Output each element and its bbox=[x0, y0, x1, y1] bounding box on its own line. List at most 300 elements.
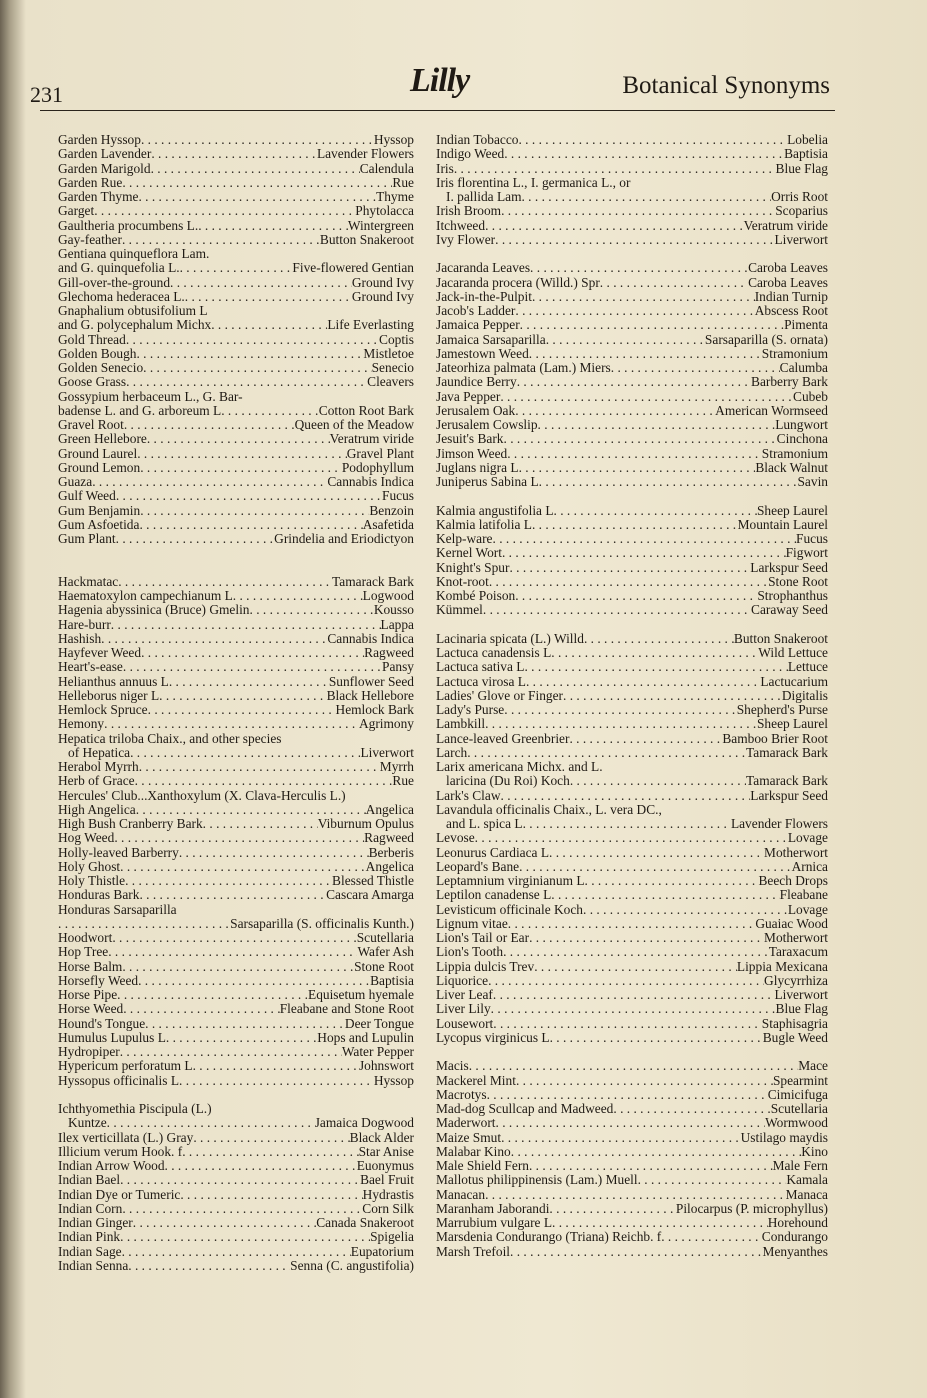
synonym-entry bbox=[58, 432, 414, 446]
synonym-entry bbox=[58, 1259, 414, 1273]
leader-dots bbox=[138, 190, 376, 204]
synonym-entry bbox=[436, 290, 828, 304]
entry-synonym: Larkspur Seed bbox=[750, 788, 828, 803]
leader-dots bbox=[584, 632, 734, 646]
synonym-entry bbox=[58, 575, 414, 589]
entry-term: Hypericum perforatum L bbox=[58, 1059, 193, 1074]
entry-synonym: Glycyrrhiza bbox=[764, 973, 828, 988]
leader-dots bbox=[92, 475, 327, 489]
entry-term: Hackmatac bbox=[58, 574, 119, 589]
entry-term: Macis bbox=[436, 1059, 469, 1074]
synonym-entry bbox=[436, 660, 828, 674]
entry-synonym: Liverwort bbox=[774, 232, 828, 247]
entry-synonym: Angelica bbox=[365, 802, 414, 817]
brand-logo: Lilly bbox=[410, 62, 470, 99]
entry-synonym: Scutellaria bbox=[770, 1102, 828, 1116]
synonym-entry bbox=[58, 418, 414, 432]
leader-dots bbox=[203, 817, 318, 831]
entry-term: Indian Arrow Wood bbox=[58, 1159, 165, 1173]
entry-term: Hound's Tongue bbox=[58, 1016, 146, 1031]
synonym-entry bbox=[58, 618, 414, 632]
synonym-entry bbox=[58, 1059, 414, 1073]
entry-term: Larch bbox=[436, 745, 468, 760]
synonym-entry bbox=[436, 817, 828, 831]
section-gap bbox=[436, 618, 828, 632]
entry-synonym: Motherwort bbox=[764, 931, 828, 945]
synonym-entry bbox=[58, 1102, 414, 1116]
leader-dots bbox=[107, 1116, 315, 1130]
entry-synonym: Fleabane and Stone Root bbox=[279, 1002, 414, 1017]
leader-dots bbox=[122, 960, 354, 974]
entry-term: Irish Broom bbox=[436, 204, 502, 219]
synonym-entry bbox=[436, 261, 828, 275]
leader-dots bbox=[114, 831, 364, 845]
synonym-entry bbox=[58, 717, 414, 731]
entry-synonym: Agrimony bbox=[358, 717, 414, 732]
entry-synonym: Calumba bbox=[779, 361, 828, 375]
leader-dots bbox=[529, 347, 762, 361]
leader-dots bbox=[141, 133, 374, 147]
entry-term: Gold Thread bbox=[58, 332, 126, 347]
synonym-entry bbox=[58, 219, 414, 233]
entry-term: Jateorhiza palmata (Lam.) Miers bbox=[436, 361, 611, 375]
synonym-entry bbox=[436, 717, 828, 731]
entry-synonym: Horehound bbox=[767, 1216, 828, 1230]
leader-dots bbox=[151, 147, 317, 161]
leader-dots bbox=[585, 874, 759, 888]
entry-term: Honduras Bark bbox=[58, 888, 140, 903]
entry-term: and G. quinquefolia L. bbox=[58, 261, 180, 276]
entry-synonym: Water Pepper bbox=[341, 1045, 414, 1059]
synonym-entry bbox=[58, 831, 414, 845]
entry-synonym: Berberis bbox=[368, 845, 414, 860]
entry-synonym: Blessed Thistle bbox=[332, 874, 414, 888]
entry-term: and G. polycephalum Michx bbox=[58, 318, 212, 333]
leader-dots bbox=[159, 689, 326, 703]
entry-synonym: Lungwort bbox=[775, 418, 828, 432]
leader-dots bbox=[600, 276, 748, 290]
entry-term: Malabar Kino bbox=[436, 1144, 511, 1159]
entry-synonym: Viburnum Opulus bbox=[317, 817, 414, 831]
entry-term: Marsh Trefoil bbox=[436, 1244, 511, 1259]
synonym-entry bbox=[436, 390, 828, 404]
entry-term: laricina (Du Roi) Koch bbox=[446, 774, 570, 789]
leader-dots bbox=[108, 945, 357, 959]
section-gap bbox=[436, 489, 828, 503]
leader-dots bbox=[123, 1002, 280, 1016]
entry-synonym: Calendula bbox=[359, 161, 414, 176]
entry-term: Ichthyomethia Piscipula (L.) bbox=[58, 1102, 212, 1116]
entry-synonym: Phytolacca bbox=[355, 204, 414, 219]
synonym-entry bbox=[58, 133, 414, 147]
synonym-entry bbox=[436, 561, 828, 575]
leader-dots bbox=[526, 675, 760, 689]
synonym-entry bbox=[436, 1173, 828, 1187]
entry-term: Helleborus niger L bbox=[58, 688, 160, 703]
entry-synonym: Spearmint bbox=[772, 1073, 828, 1088]
synonym-entry bbox=[436, 888, 828, 902]
entry-synonym: Orris Root bbox=[771, 190, 828, 204]
entry-synonym: Corn Silk bbox=[362, 1201, 414, 1216]
entry-synonym: Hyssop bbox=[373, 133, 414, 147]
synonym-entry bbox=[436, 504, 828, 518]
leader-dots bbox=[179, 1074, 374, 1088]
right-column bbox=[436, 133, 828, 1259]
synonym-entry bbox=[436, 917, 828, 931]
entry-term: I. pallida Lam bbox=[446, 190, 522, 204]
entry-term: Hagenia abyssinica (Bruce) Gmelin bbox=[58, 603, 250, 618]
entry-synonym: Life Everlasting bbox=[327, 318, 414, 333]
synonym-entry bbox=[58, 1116, 414, 1130]
entry-term: Hog Weed bbox=[58, 831, 115, 846]
entry-synonym: Wild Lettuce bbox=[758, 646, 828, 660]
entry-term: Hemlock Spruce bbox=[58, 703, 148, 717]
entry-synonym: Arnica bbox=[791, 859, 828, 874]
entry-term: Lactuca sativa L bbox=[436, 660, 525, 675]
entry-term: Gum Benjamin bbox=[58, 503, 141, 518]
synonym-entry bbox=[58, 233, 414, 247]
entry-synonym: Eupatorium bbox=[350, 1244, 414, 1259]
entry-term: Marrubium vulgare L bbox=[436, 1216, 553, 1230]
entry-term: Gay-feather bbox=[58, 232, 122, 247]
entry-term: Mallotus philippinensis (Lam.) Muell bbox=[436, 1173, 638, 1188]
synonym-entry bbox=[436, 176, 828, 190]
entry-term: Iris bbox=[436, 161, 454, 176]
entry-synonym: Taraxacum bbox=[768, 945, 828, 960]
leader-dots bbox=[151, 162, 360, 176]
entry-term: Horsefly Weed bbox=[58, 973, 139, 988]
entry-term: Hoodwort bbox=[58, 931, 113, 945]
leader-dots bbox=[221, 404, 319, 418]
leader-dots bbox=[546, 333, 705, 347]
entry-term: Kernel Wort bbox=[436, 546, 502, 561]
entry-synonym: Kousso bbox=[373, 603, 414, 618]
entry-term: Juglans nigra L bbox=[436, 460, 519, 475]
leader-dots bbox=[491, 1002, 776, 1016]
entry-term: Liver Lily bbox=[436, 1002, 491, 1017]
leader-dots bbox=[549, 1202, 675, 1216]
leader-dots bbox=[519, 461, 756, 475]
synonym-entry bbox=[58, 204, 414, 218]
entry-synonym: Veratrum viride bbox=[743, 218, 828, 233]
section-gap bbox=[58, 1088, 414, 1102]
synonym-entry bbox=[436, 1088, 828, 1102]
entry-synonym: Podophyllum bbox=[341, 460, 414, 475]
entry-synonym: Manaca bbox=[785, 1187, 828, 1202]
leader-dots bbox=[493, 532, 796, 546]
entry-term: Guaza bbox=[58, 475, 93, 489]
synonym-entry bbox=[436, 646, 828, 660]
synonym-entry bbox=[436, 1131, 828, 1145]
section-gap bbox=[58, 546, 414, 560]
leader-dots bbox=[503, 945, 769, 959]
entry-synonym: American Wormseed bbox=[715, 403, 828, 418]
leader-dots bbox=[495, 233, 774, 247]
synonym-entry bbox=[436, 1059, 828, 1073]
entry-term: Goose Grass bbox=[58, 375, 127, 390]
leader-dots bbox=[139, 760, 380, 774]
entry-synonym: Canada Snakeroot bbox=[316, 1216, 414, 1230]
synonym-entry bbox=[436, 675, 828, 689]
entry-synonym: Myrrh bbox=[379, 760, 414, 774]
entry-term: Leptilon canadense L bbox=[436, 888, 552, 903]
entry-term: of Hepatica bbox=[68, 745, 131, 760]
leader-dots bbox=[517, 375, 751, 389]
entry-term: Glechoma hederacea L. bbox=[58, 289, 185, 304]
section-title: Botanical Synonyms bbox=[622, 72, 830, 99]
synonym-entry bbox=[58, 247, 414, 261]
entry-synonym: Jamaica Dogwood bbox=[314, 1116, 414, 1131]
entry-synonym: Strophanthus bbox=[757, 589, 828, 603]
entry-term: Lion's Tail or Ear bbox=[436, 931, 530, 945]
entry-term: Lambkill bbox=[436, 717, 486, 732]
entry-synonym: Digitalis bbox=[781, 688, 828, 703]
leader-dots bbox=[538, 418, 776, 432]
entry-synonym: Lactucarium bbox=[760, 674, 828, 689]
synonym-entry bbox=[58, 988, 414, 1002]
leader-dots bbox=[94, 204, 355, 218]
synonym-entry bbox=[436, 988, 828, 1002]
entry-synonym: Coptis bbox=[379, 332, 414, 347]
entry-term: Haematoxylon campechianum L bbox=[58, 589, 233, 603]
synonym-entry bbox=[58, 361, 414, 375]
entry-term: Holy Thistle bbox=[58, 874, 126, 888]
synonym-entry bbox=[436, 931, 828, 945]
synonym-entry bbox=[58, 261, 414, 275]
entry-synonym: Black Walnut bbox=[755, 460, 828, 475]
entry-term: Heart's-ease bbox=[58, 660, 123, 675]
synonym-entry bbox=[436, 1202, 828, 1216]
entry-term: Leonurus Cardiaca L bbox=[436, 845, 550, 860]
entry-term: Humulus Lupulus L bbox=[58, 1030, 166, 1045]
entry-term: Indian Ginger bbox=[58, 1216, 133, 1230]
entry-synonym: Cubeb bbox=[793, 389, 828, 404]
entry-synonym: Indian Turnip bbox=[754, 289, 828, 304]
synonym-entry bbox=[436, 404, 828, 418]
leader-dots bbox=[135, 774, 393, 788]
entry-term: Kalmia angustifolia L bbox=[436, 503, 554, 518]
leader-dots bbox=[529, 1159, 773, 1173]
entry-term: Lycopus virginicus L bbox=[436, 1030, 550, 1045]
entry-synonym: Black Hellebore bbox=[326, 688, 414, 703]
entry-synonym: Pansy bbox=[382, 660, 414, 675]
entry-synonym: Benzoin bbox=[369, 503, 414, 518]
header-rule bbox=[40, 110, 835, 111]
synonym-entry bbox=[58, 318, 414, 332]
entry-term: Liquorice bbox=[436, 973, 489, 988]
entry-synonym: Caroba Leaves bbox=[748, 261, 828, 276]
leader-dots bbox=[469, 1059, 799, 1073]
entry-term: Male Shield Fern bbox=[436, 1159, 529, 1173]
entry-synonym: Hops and Lupulin bbox=[317, 1030, 414, 1045]
synonym-entry bbox=[58, 589, 414, 603]
entry-term: Leptamnium virginianum L bbox=[436, 874, 585, 888]
entry-synonym: Asafetida bbox=[362, 517, 414, 532]
synonym-entry bbox=[436, 632, 828, 646]
entry-term: Jacaranda procera (Willd.) Spr bbox=[436, 275, 600, 290]
entry-term: Gnaphalium obtusifolium L bbox=[58, 304, 208, 318]
entry-synonym: Wafer Ash bbox=[357, 945, 414, 960]
entry-term: Ground Laurel bbox=[58, 446, 138, 461]
synonym-entry bbox=[58, 646, 414, 660]
leader-dots bbox=[638, 1173, 787, 1187]
section-gap bbox=[58, 561, 414, 575]
synonym-entry bbox=[436, 1245, 828, 1259]
entry-synonym: Abscess Root bbox=[754, 304, 828, 318]
entry-term: Kelp-ware bbox=[436, 532, 493, 546]
entry-synonym: Bael Fruit bbox=[360, 1173, 414, 1188]
leader-dots bbox=[549, 846, 764, 860]
entry-term: Indian Corn bbox=[58, 1201, 123, 1216]
entry-term: Horse Balm bbox=[58, 959, 123, 974]
leader-dots bbox=[112, 931, 356, 945]
entry-term: Gill-over-the-ground bbox=[58, 275, 171, 290]
entry-synonym: Ground Ivy bbox=[351, 289, 414, 304]
section-gap bbox=[436, 247, 828, 261]
leader-dots bbox=[116, 532, 275, 546]
synonym-entry bbox=[436, 147, 828, 161]
synonym-entry bbox=[436, 204, 828, 218]
entry-synonym: Sarsaparilla (S. officinalis Kunth.) bbox=[230, 916, 414, 931]
leader-dots bbox=[500, 390, 793, 404]
synonym-entry bbox=[58, 1031, 414, 1045]
synonym-entry bbox=[436, 162, 828, 176]
entry-term: Horse Weed bbox=[58, 1002, 124, 1017]
leader-dots bbox=[122, 1245, 351, 1259]
entry-term: Lippia dulcis Trev bbox=[436, 959, 535, 974]
entry-synonym: Sheep Laurel bbox=[756, 503, 828, 518]
entry-synonym: Hyssop bbox=[373, 1073, 414, 1088]
synonym-entry bbox=[58, 347, 414, 361]
entry-synonym: Lovage bbox=[787, 902, 828, 917]
synonym-entry bbox=[436, 518, 828, 532]
entry-synonym: Tamarack Bark bbox=[332, 574, 414, 589]
leader-dots bbox=[124, 418, 295, 432]
leader-dots bbox=[145, 1017, 345, 1031]
leader-dots bbox=[487, 1088, 768, 1102]
leader-dots bbox=[502, 546, 786, 560]
synonym-entry bbox=[436, 1116, 828, 1130]
entry-synonym: Tamarack Bark bbox=[746, 745, 828, 760]
leader-dots bbox=[493, 988, 775, 1002]
synonym-entry bbox=[436, 1031, 828, 1045]
entry-term: Hare-burr bbox=[58, 617, 111, 632]
entry-synonym: Figwort bbox=[785, 546, 828, 561]
synonym-entry bbox=[58, 746, 414, 760]
leader-dots bbox=[137, 447, 346, 461]
entry-term: Garden Hyssop bbox=[58, 133, 141, 147]
entry-synonym: Blue Flag bbox=[775, 1002, 828, 1017]
synonym-entry bbox=[436, 190, 828, 204]
leader-dots bbox=[193, 1131, 349, 1145]
entry-term: Jerusalem Cowslip bbox=[436, 418, 538, 432]
entry-term: Hercules' Club...Xanthoxylum (X. Clava-Herculis L.) bbox=[58, 788, 346, 803]
leader-dots bbox=[530, 261, 748, 275]
synonym-entry bbox=[58, 390, 414, 404]
synonym-entry bbox=[436, 789, 828, 803]
synonym-entry bbox=[58, 1045, 414, 1059]
leader-dots bbox=[563, 689, 782, 703]
entry-term: Lactuca canadensis L bbox=[436, 646, 552, 660]
entry-term: Kalmia latifolia L bbox=[436, 517, 532, 532]
entry-term: Gentiana quinqueflora Lam. bbox=[58, 247, 210, 261]
leader-dots bbox=[485, 219, 744, 233]
leader-dots bbox=[504, 147, 784, 161]
entry-synonym: Cimicifuga bbox=[767, 1087, 828, 1102]
page-number: 231 bbox=[30, 82, 63, 107]
synonym-entry bbox=[58, 518, 414, 532]
leader-dots bbox=[551, 888, 779, 902]
entry-synonym: Grindelia and Eriodictyon bbox=[274, 532, 414, 546]
entry-term: Garden Thyme bbox=[58, 190, 139, 204]
synonym-entry bbox=[58, 1188, 414, 1202]
synonym-entry bbox=[58, 860, 414, 874]
leader-dots bbox=[518, 133, 787, 147]
entry-synonym: Sarsaparilla (S. ornata) bbox=[704, 332, 828, 347]
entry-term: Iris florentina L., I. germanica L., or bbox=[436, 175, 631, 190]
synonym-entry bbox=[58, 960, 414, 974]
synonym-entry bbox=[58, 660, 414, 674]
synonym-entry bbox=[58, 732, 414, 746]
synonym-entry bbox=[436, 960, 828, 974]
leader-dots bbox=[104, 717, 359, 731]
leader-dots bbox=[211, 318, 327, 332]
entry-synonym: Thyme bbox=[376, 190, 414, 204]
entry-synonym: Ragweed bbox=[364, 831, 414, 846]
entry-synonym: Cleavers bbox=[367, 375, 414, 390]
entry-synonym: Rue bbox=[392, 774, 414, 789]
leader-dots bbox=[139, 888, 326, 902]
synonym-entry bbox=[436, 1188, 828, 1202]
entry-synonym: Liverwort bbox=[774, 988, 828, 1002]
leader-dots bbox=[169, 675, 329, 689]
entry-term: Herabol Myrrh bbox=[58, 760, 139, 774]
entry-synonym: Gravel Plant bbox=[346, 446, 414, 461]
synonym-entry bbox=[436, 1002, 828, 1016]
entry-term: Garden Rue bbox=[58, 175, 123, 190]
synonym-entry bbox=[436, 447, 828, 461]
leader-dots bbox=[524, 660, 787, 674]
entry-term: Gum Asfoetida bbox=[58, 517, 140, 532]
leader-dots bbox=[120, 1045, 342, 1059]
synonym-entry bbox=[58, 532, 414, 546]
leader-dots bbox=[122, 176, 392, 190]
leader-dots bbox=[515, 589, 757, 603]
entry-synonym: Kino bbox=[801, 1144, 828, 1159]
leader-dots bbox=[552, 1216, 768, 1230]
leader-dots bbox=[120, 860, 366, 874]
entry-synonym: Ustilago maydis bbox=[740, 1130, 828, 1145]
leader-dots bbox=[661, 1230, 762, 1244]
entry-synonym: Euonymus bbox=[356, 1159, 414, 1173]
entry-term: Gravel Root bbox=[58, 418, 124, 432]
entry-synonym: Blue Flag bbox=[775, 161, 828, 176]
entry-term: Gulf Weed bbox=[58, 489, 116, 504]
leader-dots bbox=[504, 703, 736, 717]
entry-term: Garget bbox=[58, 204, 95, 219]
entry-term: Lark's Claw bbox=[436, 788, 501, 803]
synonym-entry bbox=[436, 689, 828, 703]
leader-dots bbox=[475, 831, 788, 845]
synonym-entry bbox=[58, 162, 414, 176]
synonym-entry bbox=[58, 874, 414, 888]
entry-synonym: Button Snakeroot bbox=[733, 631, 828, 646]
synonym-entry bbox=[436, 831, 828, 845]
leader-dots bbox=[136, 803, 366, 817]
synonym-entry bbox=[58, 375, 414, 389]
synonym-entry bbox=[436, 318, 828, 332]
leader-dots bbox=[483, 603, 751, 617]
